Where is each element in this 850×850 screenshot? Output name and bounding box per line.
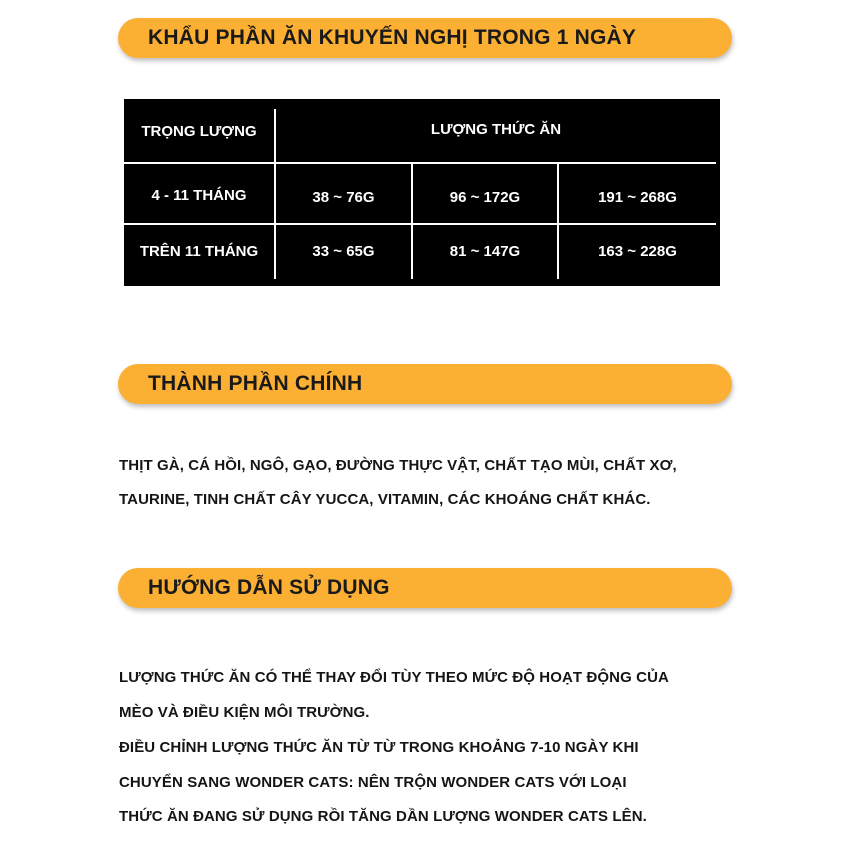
table-header-weight: TRỌNG LƯỢNG [141,122,257,140]
usage-section-banner [118,568,732,608]
usage-line: ĐIỀU CHỈNH LƯỢNG THỨC ĂN TỪ TỪ TRONG KHOẢNG 7-10 NGÀY KHI [119,739,639,756]
table-header-food: LƯỢNG THỨC ĂN [430,120,562,138]
table-cell: 33 ~ 65G [312,242,375,260]
table-cell: 191 ~ 268G [598,188,677,206]
table-cell: 96 ~ 172G [449,188,521,206]
table-cell: 38 ~ 76G [312,188,375,206]
table-cell: 81 ~ 147G [449,242,521,260]
usage-line: MÈO VÀ ĐIỀU KIỆN MÔI TRƯỜNG. [119,704,370,721]
usage-line: LƯỢNG THỨC ĂN CÓ THỂ THAY ĐỔI TÙY THEO MỨC ĐỘ HOẠT ĐỘNG CỦA [119,669,669,686]
ingredients-section-title: THÀNH PHẦN CHÍNH [148,372,363,395]
ration-section-banner [118,18,732,58]
table-header-divider [124,162,716,164]
ration-table [124,99,720,286]
ration-section-title: KHẨU PHẦN ĂN KHUYẾN NGHỊ TRONG 1 NGÀY [148,26,637,49]
ingredients-section-banner [118,364,732,404]
usage-section-title: HƯỚNG DẪN SỬ DỤNG [148,576,390,599]
ingredients-line: THỊT GÀ, CÁ HỒI, NGÔ, GẠO, ĐƯỜNG THỰC VẬT, CHẤT TẠO MÙI, CHẤT XƠ, [119,457,677,474]
ingredients-line: TAURINE, TINH CHẤT CÂY YUCCA, VITAMIN, CÁC KHOÁNG CHẤT KHÁC. [119,491,651,508]
table-cell: 163 ~ 228G [598,242,677,260]
usage-line: CHUYỂN SANG WONDER CATS: NÊN TRỘN WONDER CATS VỚI LOẠI [119,774,627,791]
table-row-label: TRÊN 11 THÁNG [139,242,259,260]
table-row-label: 4 - 11 THÁNG [151,186,247,204]
table-row-divider [124,223,716,225]
usage-line: THỨC ĂN ĐANG SỬ DỤNG RỒI TĂNG DẦN LƯỢNG WONDER CATS LÊN. [119,808,647,825]
